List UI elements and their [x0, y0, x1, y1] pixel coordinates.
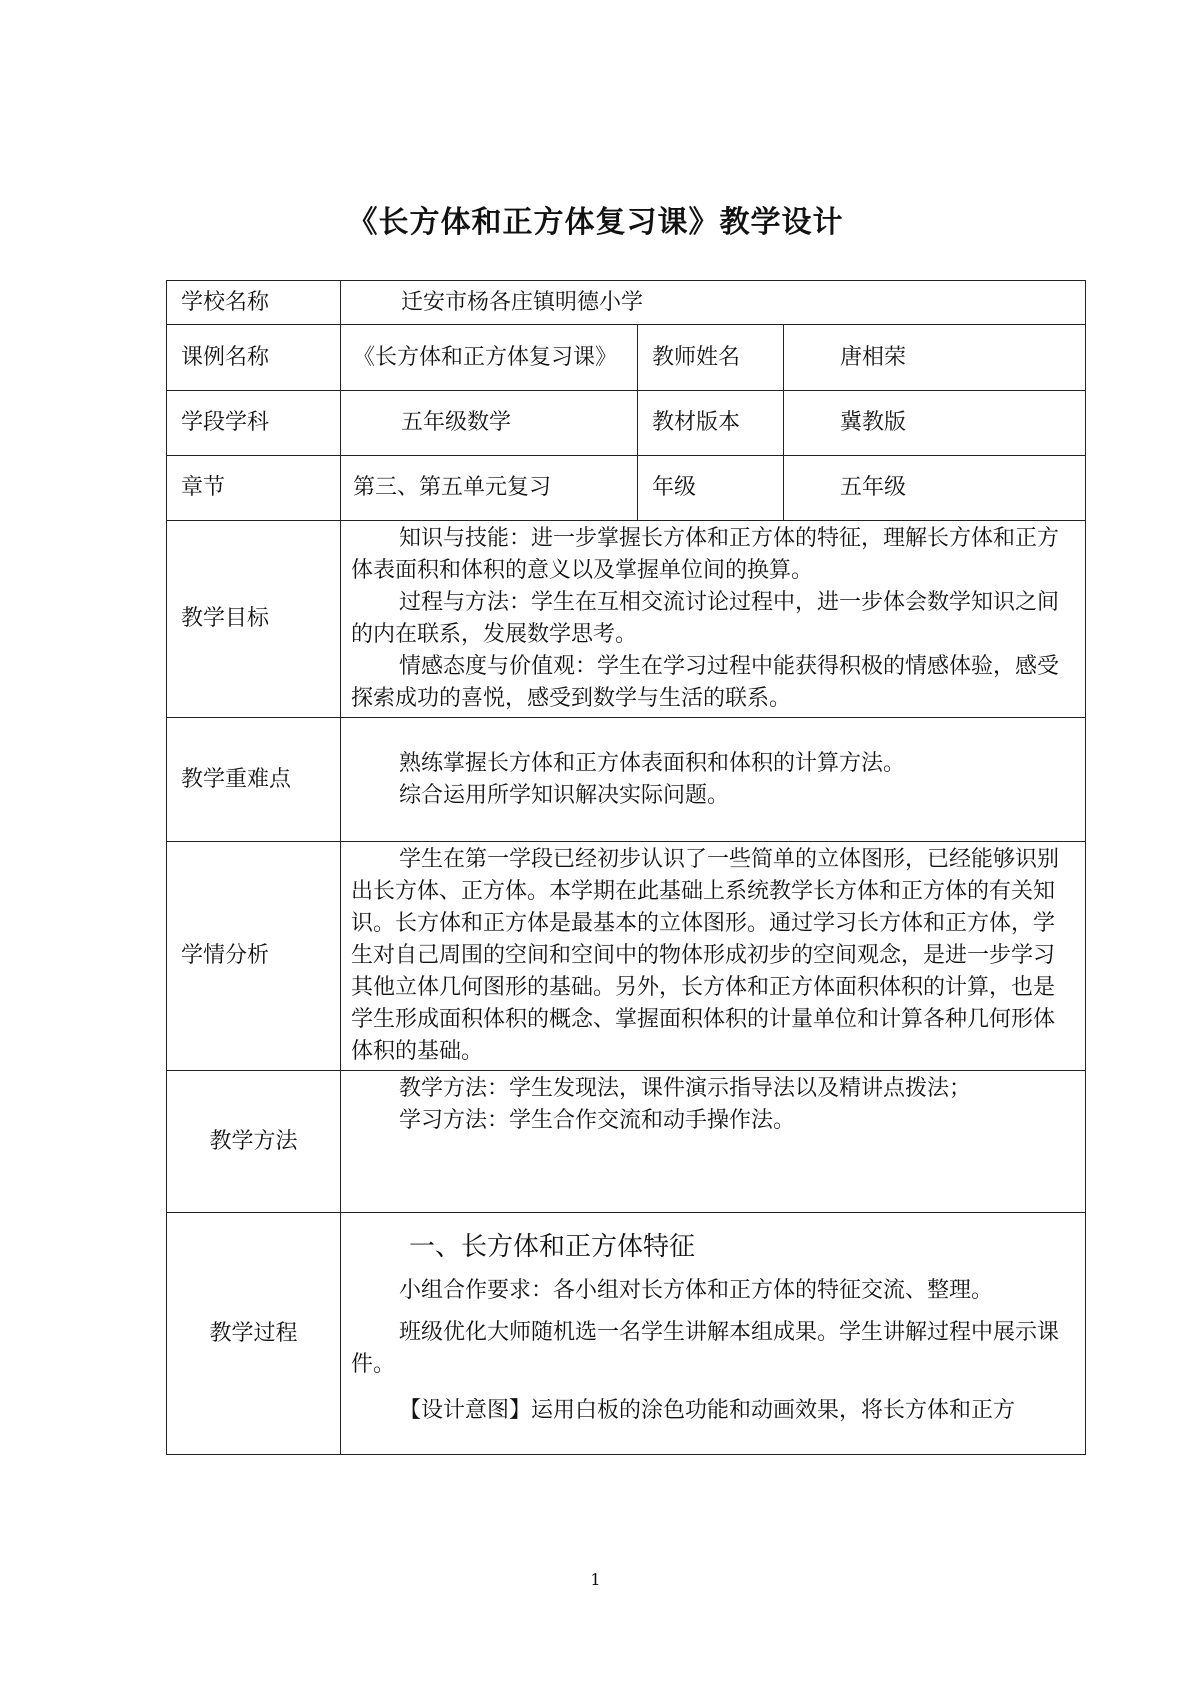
value-lesson: 《长方体和正方体复习课》	[341, 325, 638, 391]
label-methods: 教学方法	[167, 1071, 341, 1213]
row-keypoints	[167, 718, 1086, 842]
label-process: 教学过程	[167, 1213, 341, 1455]
goal-paragraph: 情感态度与价值观：学生在学习过程中能获得积极的情感体验，感受探索成功的喜悦，感受到数学与生活的联系。	[351, 654, 1060, 711]
analysis-content	[341, 842, 1086, 1071]
value-stage: 五年级数学	[341, 391, 638, 456]
keypoints-content	[341, 718, 1086, 842]
value-edition: 冀教版	[784, 391, 1086, 456]
keypoint-line: 熟练掌握长方体和正方体表面积和体积的计算方法。	[399, 750, 906, 776]
label-edition: 教材版本	[638, 391, 784, 456]
value-teacher: 唐相荣	[784, 325, 1086, 391]
label-goals: 教学目标	[167, 521, 341, 718]
label-keypoints: 教学重难点	[167, 718, 341, 842]
design-intent-paragraph: 【设计意图】运用白板的涂色功能和动画效果，将长方体和正方	[399, 1398, 1016, 1423]
value-chapter: 第三、第五单元复习	[341, 456, 638, 521]
goal-paragraph: 知识与技能：进一步掌握长方体和正方体的特征，理解长方体和正方体表面积和体积的意义以及掌握单位间的换算。	[351, 526, 1060, 583]
process-paragraph: 小组合作要求：各小组对长方体和正方体的特征交流、整理。	[399, 1278, 994, 1303]
row-chapter	[167, 456, 1086, 521]
value-grade: 五年级	[784, 456, 1086, 521]
goals-content	[341, 521, 1086, 718]
label-analysis: 学情分析	[167, 842, 341, 1071]
row-stage	[167, 391, 1086, 456]
page-number: 1	[590, 1570, 601, 1589]
method-line: 教学方法：学生发现法，课件演示指导法以及精讲点拨法；	[399, 1076, 972, 1101]
label-lesson: 课例名称	[167, 325, 341, 391]
process-paragraph: 班级优化大师随机选一名学生讲解本组成果。学生讲解过程中展示课件。	[351, 1320, 1060, 1377]
label-teacher: 教师姓名	[638, 325, 784, 391]
process-section-heading: 一、长方体和正方体特征	[409, 1232, 696, 1262]
analysis-paragraph: 学生在第一学段已经初步认识了一些简单的立体图形，已经能够识别出长方体、正方体。本学期在此基础上系统教学长方体和正方体的有关知识。长方体和正方体是最基本的立体图形。通过学习长方体和正方体，学生对自己周围的空间和空间中的物体形成初步的空间观念，是进一步学习其他立体几何图形的基础。另外，长方体和正方体面积体积的计算，也是学生形成面积体积的概念、掌握面积体积的计量单位和计算各种几何形体体积的基础。	[351, 847, 1060, 1064]
row-methods	[167, 1071, 1086, 1213]
method-line: 学习方法：学生合作交流和动手操作法。	[399, 1108, 796, 1133]
row-school	[167, 281, 1086, 325]
row-goals	[167, 521, 1086, 718]
process-content	[341, 1213, 1086, 1455]
row-lesson	[167, 325, 1086, 391]
label-grade: 年级	[638, 456, 784, 521]
row-analysis	[167, 842, 1086, 1071]
label-school: 学校名称	[167, 281, 341, 325]
row-process	[167, 1213, 1086, 1455]
value-school: 迁安市杨各庄镇明德小学	[341, 281, 1086, 325]
lesson-plan-table	[166, 280, 1086, 1455]
document-title: 《长方体和正方体复习课》教学设计	[347, 205, 844, 240]
label-chapter: 章节	[167, 456, 341, 521]
label-stage: 学段学科	[167, 391, 341, 456]
keypoint-line: 综合运用所学知识解决实际问题。	[399, 782, 730, 808]
methods-content	[341, 1071, 1086, 1213]
goal-paragraph: 过程与方法：学生在互相交流讨论过程中，进一步体会数学知识之间的内在联系，发展数学思考。	[351, 590, 1060, 647]
